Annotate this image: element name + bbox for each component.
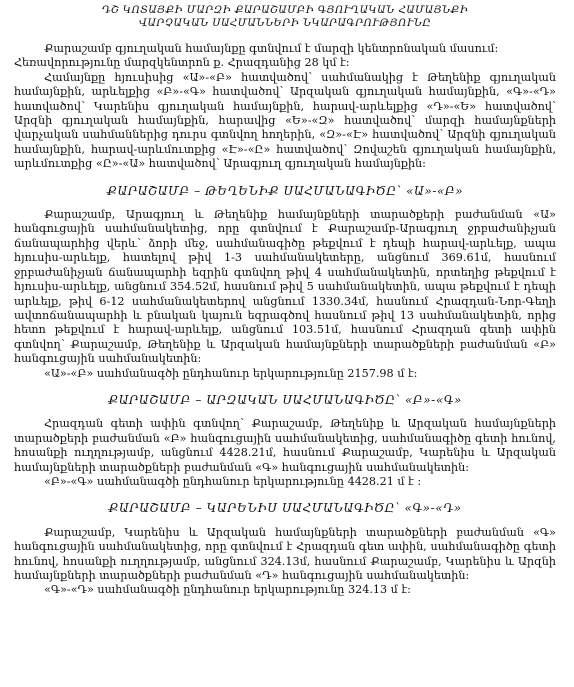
section-total-g-d: «Գ»-«Դ» սահմանագծի ընդհանուր երկարությունը 324.13 մ է: <box>44 583 411 597</box>
section-title-a-b: ՔԱՐԱՇԱՄԲ – ԹԵՂԵՆԻՔ ՍԱՀՄԱՆԱԳԻԾԸ՝ «Ա»-«Բ» <box>106 183 464 198</box>
section-title-b-g: ՔԱՐԱՇԱՄԲ – ԱՐԶԱԿԱՆ ՍԱՀՄԱՆԱԳԻԾԸ՝ «Բ»-«Գ» <box>107 392 462 407</box>
section-total-a-b: «Ա»-«Բ» սահմանագծի ընդհանուր երկարությունը 2157.98 մ է: <box>44 366 418 380</box>
header-line-2: ՎԱՐՉԱԿԱՆ ՍԱՀՄԱՆՆԵՐԻ ՆԿԱՐԱԳՐՈՒԹՅՈՒՆԸ <box>138 17 432 29</box>
intro-location: Քարաշամբ գյուղական համայնքը գտնվում է մարզի կենտրոնական մասում: <box>44 42 499 55</box>
section-title-g-d: ՔԱՐԱՇԱՄԲ – ԿԱՐԵՆԻՍ ՍԱՀՄԱՆԱԳԻԾԸ՝ «Գ»-«Դ» <box>108 501 462 516</box>
intro-distance: Հեռավորությունը մարզկենտրոն ք. Հրազդանից 28 կմ է: <box>14 56 350 70</box>
header-line-1: ԴՇ ԿՈՏԱՅՔԻ ՄԱՐԶԻ ՔԱՐԱՇԱՄԲԻ ԳՅՈՒՂԱԿԱՆ ՀԱՄԱՅՆՔԻ <box>101 4 469 16</box>
section-body-g-d: Քարաշամբ, Կարենիս և Արզական համայնքների տարածքների բաժանման «Գ» հանգուցային սահմանակետից, որը գտնվում է Հրազդան գետ ափին, սահմանագիծը գետի հունով, հոսանքի ուղղությամբ, անցնում 324.13մ, հասնում Քարաշամբ, Կարենիս և Արզնի համայնքների տարածքների բաժանման «Դ» հանգուցային սահմանակետին: <box>14 525 556 582</box>
document-header <box>14 4 556 30</box>
section-total-b-g: «Բ»-«Գ» սահմանագծի ընդհանուր երկարությունը 4428.21 մ է : <box>44 474 422 488</box>
section-body-a-b: Քարաշամբ, Արագյուղ և Թեղենիք համայնքների տարածքերի բաժանման «Ա» հանգուցային սահմանակետից, որը գտնվում է Քարաշամբ-Արագյուղ ջրբաժանիչյան ճանապարհից վերև՝ ձորի մեջ, սահմանագիծը թեքվում է դեպի հարավ-արևելք, ապա հյուսիս-արևելք, հատելով թիվ 1-3 սահմանակետերը, անցնում 369.61մ, հասնում ջրբաժանիչյան ճանապարհի եզրին գտնվող թիվ 4 սահմանակետին, որտեղից թեքվում է հյուսիս-արևելք, անցնում 354.52մ, հասնում թիվ 5 սահմանակետին, ապա թեքվում է դեպի արևելք, թիվ 6-12 սահմանակետերով անցնում 1330.34մ, հասնում Հրազդան-Նոր-Գեղի ավտոճանապարհի և բնական կայուն եզրագծով հասնում թիվ 13 սահմանակետին, որից հետո թեքվում է հարավ-արևելք, անցնում 103.51մ, հասնում Հրազդան գետի ափին գտնվող՝ Քարաշամբ, Թեղենիք և Արզական համայնքների տարածքների բաժանման «Բ» հանգուցային սահմանակետին: <box>14 208 556 366</box>
section-body-b-g: Հրազդան գետի ափին գտնվող՝ Քարաշամբ, Թեղենիք և Արզական համայնքների տարածքերի բաժանման «Բ» հանգուցային սահմանակետից, սահմանագիծը գետի հունով, հոսանքի ուղղությամբ, անցնում 4428.21մ, հասնում Քարաշամբ, Կարենիս և Արզական համայնքների տարածքների բաժանման «Գ» հանգուցային սահմանակետին: <box>14 417 556 474</box>
intro-neighbors: Համայնքը հյուսիսից «Ա»-«Բ» հատվածով՝ սահմանակից է Թեղենիք գյուղական համայնքին, արևելքից «Բ»-«Գ» հատվածով՝ Արզական գյուղական համայնքին, «Գ»-«Դ» հատվածով՝ Կարենիս գյուղական համայնքին, հարավ-արևելքից «Դ»-«Ե» հատվածով՝ Արզնի գյուղական համայնքին, հարավից «Ե»-«Զ» հատվածով՝ մարզի համայնքների վարչական սահմաններից դուրս գտնվող հողերին, «Զ»-«Է» հատվածով՝ Արզնի գյուղական համայնքին, հարավ-արևմուտքից «Է»-«Ը» հատվածով՝ Զովաշեն գյուղական համայնքին, արևմուտքից «Ը»-«Ա» հատվածով՝ Արագյուղ գյուղական համայնքին: <box>14 70 556 171</box>
